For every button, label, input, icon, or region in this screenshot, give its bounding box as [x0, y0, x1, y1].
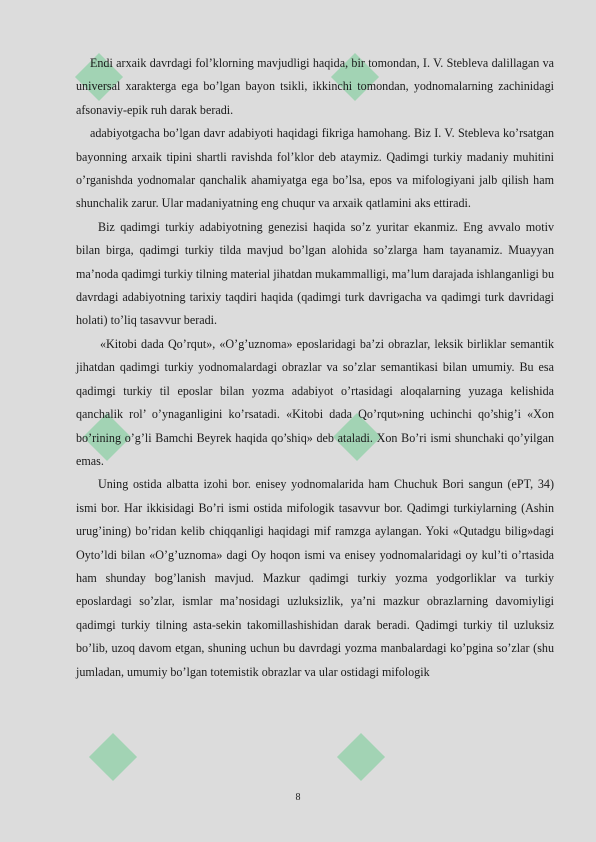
page-number: 8 [295, 792, 301, 803]
paragraph: Endi arxaik davrdagi fol’klorning mavjudligi haqida, bir tomondan, I. V. Stebleva dalillagan va universal xarakterga ega bo’lgan bayon tsikli, ikkinchi tomondan, yodnomalarning zachinidagi afsonaviy-epik ruh darak beradi. [76, 56, 554, 117]
watermark-accent [89, 733, 137, 781]
body-text [76, 52, 554, 684]
watermark-accent [337, 733, 385, 781]
paragraph: Uning ostida albatta izohi bor. enisey yodnomalarida ham Chuchuk Bori sangun (ePT, 34) ismi bor. Har ikkisidagi Bo’ri ismi ostida mifologik tasavvur bor. Qadimgi turkiylarning (Ashin urug’ining) bo’ridan kelib chiqqanligi haqidagi mif ramzga aylangan. Yoki «Qutadgu bilig»dagi Oyto’ldi bilan «O’g’uznoma» dagi Oy hoqon ismi va enisey yodnomalaridagi oy kul’ti o’rtasida ham shunday bog’lanish mavjud. Mazkur qadimgi turkiy yozma yodgorliklar va turkiy eposlardagi so’zlar, ismlar ma’nosidagi uzluksizlik, ya’ni mazkur obrazlarning davomiyligi qadimgi turkiy tilning asta-sekin takomillashishidan darak beradi. Qadimgi turkiy til uzluksiz bo’lib, uzoq davom etgan, shuning uchun bu davrdagi yozma manbalardagi ko’pgina so’zlar (shu jumladan, umumiy bo’lgan totemistik obrazlar va ular ostidagi mifologik [76, 477, 554, 679]
paragraph: adabiyotgacha bo’lgan davr adabiyoti haqidagi fikriga hamohang. Biz I. V. Stebleva ko’rsatgan bayonning arxaik tipini shartli ravishda fol’klor deb ataymiz. Qadimgi turkiy madaniy muhitini o’rganishda yodnomalar qanchalik ahamiyatga ega bo’lsa, epos va mifologiyani jalb qilish ham shunchalik zarur. Ular madaniyatning eng chuqur va arxaik qatlamini aks ettiradi. [76, 126, 554, 211]
paragraph: Biz qadimgi turkiy adabiyotning genezisi haqida so’z yuritar ekanmiz. Eng avvalo motiv bilan birga, qadimgi turkiy tilda mavjud bo’lgan alohida so’zlarga ham tayanamiz. Muayyan ma’noda qadimgi turkiy tilning material jihatdan mukammalligi, ma’lum darajada ishlanganligi bu davrdagi adabiyotning tarixiy taqdiri haqida (qadimgi turk davrigacha va qadimgi turk davridagi holati) to’liq tasavvur beradi. [76, 219, 554, 328]
paragraph: «Kitobi dada Qo’rqut», «O’g’uznoma» eposlaridagi ba’zi obrazlar, leksik birliklar semantik jihatdan qadimgi turkiy yodnomalardagi obrazlar va so’zlar semantikasi bilan umumiy. Bu esa qadimgi turkiy til eposlar bilan yozma adabiyot o’rtasidagi aloqalarning yuzaga kelishida qanchalik rol’ o’ynaganligini ko’rsatadi. «Kitobi dada Qo’rqut»ning uchinchi qo’shig’i «Xon bo’rining o’g’li Bamchi Beyrek haqida qo’shiq» deb ataladi. Xon Bo’ri ismi shunchaki qo’yilgan emas. [76, 336, 554, 468]
